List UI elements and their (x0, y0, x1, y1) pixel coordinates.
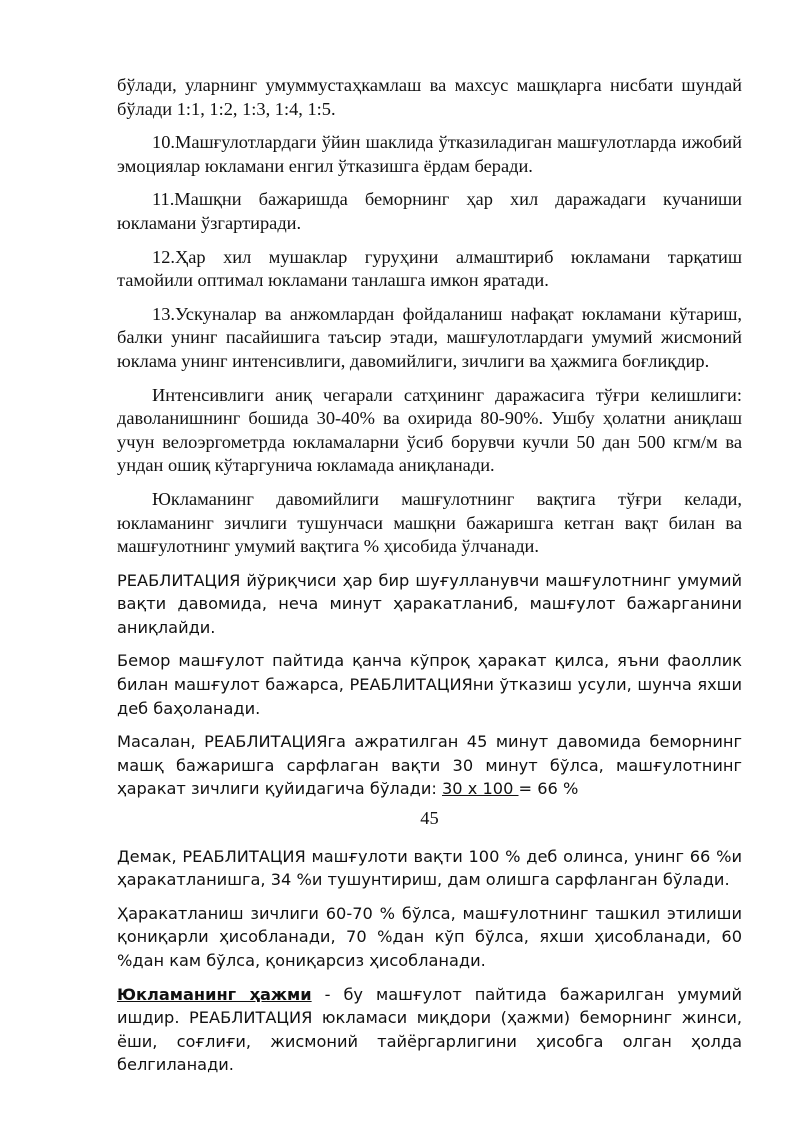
paragraph-item-13: 13.Ускуналар ва анжомлардан фойдаланиш нафақат юкламани кўтариш, балки унинг пасайишига таъсир этади, машғулотлардаги умумий жисмоний юклама унинг интенсивлиги, давомийлиги, зичлиги ва ҳажмига боғлиқдир. (117, 303, 742, 371)
paragraph-activity: Бемор машғулот пайтида қанча кўпроқ ҳаракат қилса, яъни фаоллик билан машғулот бажарса, РЕАБЛИТАЦИЯни ўтказиш усули, шунча яхши деб баҳоланади. (117, 651, 742, 718)
paragraph-item-11: 11.Машқни бажаришда беморнинг ҳар хил даражадаги кучаниши юкламани ўзгартиради. (117, 189, 742, 233)
paragraph-item-10: 10.Машғулотлардаги ўйин шаклида ўтказиладиган машғулотларда ижобий эмоциялар юкламани енгил ўтказишга ёрдам беради. (117, 132, 742, 176)
paragraph-example (117, 730, 742, 801)
example-text: Масалан, РЕАБЛИТАЦИЯга ажратилган 45 минут давомида беморнинг машқ бажаришга сарфлаган вақти 30 минут бўлса, машғулотнинг ҳаракат зичлиги қуйидагича бўлади: (117, 732, 742, 799)
paragraph-instructor: РЕАБЛИТАЦИЯ йўриқчиси ҳар бир шуғулланувчи машғулотнинг умумий вақти давомида, неча минут ҳаракатланиб, машғулот бажарганини аниқлайди. (117, 570, 742, 637)
paragraph-volume (117, 983, 742, 1077)
volume-definition: - бу машғулот пайтида бажарилган умумий ишдир. РЕАБЛИТАЦИЯ юкламаси миқдори (ҳажми) беморнинг жинси, ёши, соғлиғи, жисмоний тайёргарлигини ҳисобга олган ҳолда белгиланади. (117, 984, 742, 1075)
paragraph-duration: Юкламанинг давомийлиги машғулотнинг вақтига тўғри келади, юкламанинг зичлиги тушунчаси машқни бажаришга кетган вақт билан ва машғулотнинг умумий вақтига % ҳисобида ўлчанади. (117, 488, 742, 557)
formula-result: = 66 % (518, 779, 579, 799)
paragraph-ratio: бўлади, уларнинг умуммустаҳкамлаш ва махсус машқларга нисбати шундай бўлади 1:1, 1:2, 1:3, 1:4, 1:5. (117, 75, 742, 119)
formula-numerator: 30 х 100 (442, 779, 519, 799)
formula-denominator: 45 (420, 808, 439, 829)
page-content (117, 74, 742, 1077)
term-volume: Юкламанинг ҳажми (117, 984, 312, 1004)
paragraph-intensity: Интенсивлиги аниқ чегарали сатҳининг даражасига тўғри келишлиги: даволанишнинг бошида 30-40% ва охирида 80-90%. Ушбу ҳолатни аниқлаш учун велоэргометрда юкламаларни ўсиб борувчи кучли 50 дан 500 кгм/м ва ундан ошиқ кўтаргунича юкламада аниқланади. (117, 384, 742, 476)
paragraph-conclusion: Демак, РЕАБЛИТАЦИЯ машғулоти вақти 100 % деб олинса, унинг 66 %и ҳаракатланишга, 34 %и тушунтириш, дам олишга сарфланган бўлади. (117, 846, 742, 890)
paragraph-density: Ҳаракатланиш зичлиги 60-70 % бўлса, машғулотнинг ташкил этилиши қониқарли ҳисобланади, 70 %дан кўп бўлса, яхши ҳисобланади, 60 %дан кам бўлса, қониқарсиз ҳисобланади. (117, 903, 742, 970)
paragraph-item-12: 12.Ҳар хил мушаклар гуруҳини алмаштириб юкламани тарқатиш тамойили оптимал юкламани танлашга имкон яратади. (117, 246, 742, 291)
